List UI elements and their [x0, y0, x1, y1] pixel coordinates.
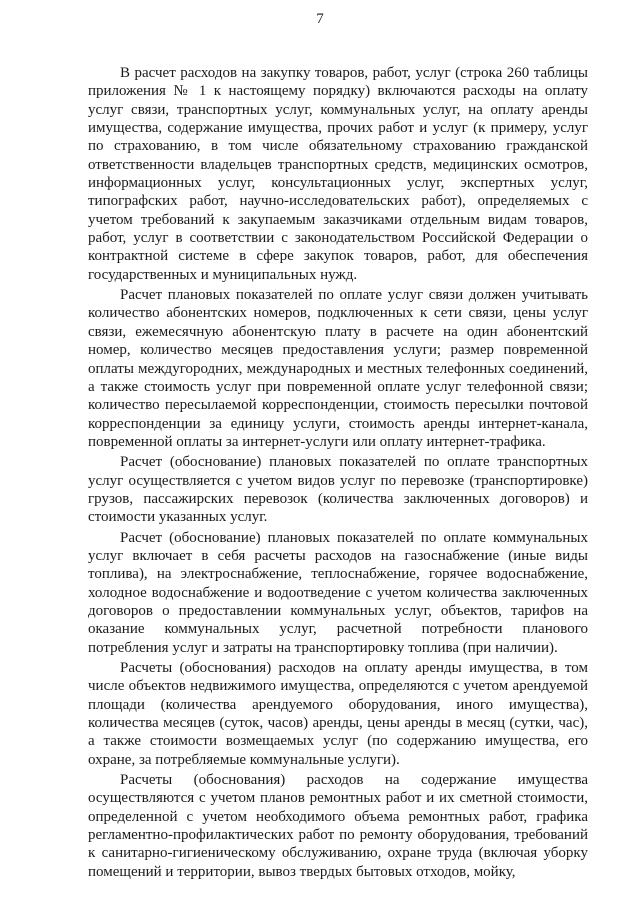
paragraph-communication-services: Расчет плановых показателей по оплате услуг связи должен учитывать количество абонентских номеров, подключенных к сети связи, цены услуг связи, ежемесячную абонентскую плату в расчете на один абонентский номер, количество месяцев предоставления услуги; размер повременной оплаты междугородних, международных и местных телефонных соединений, а также стоимость услуг при повременной оплате услуг телефонной связи; количество пересылаемой корреспонденции, стоимость пересылки почтовой корреспонденции за единицу услуги, стоимость аренды интернет-канала, повременной оплаты за интернет-услуги или оплату интернет-трафика. [88, 287, 588, 450]
paragraph-property-rent: Расчеты (обоснования) расходов на оплату аренды имущества, в том числе объектов недвижимого имущества, определяются с учетом арендуемой площади (количества арендуемого оборудования, иного имущества), количества месяцев (суток, часов) аренды, цены аренды в месяц (сутки, час), а также стоимости возмещаемых услуг (по содержанию имущества, его охране, за потребляемые коммунальные услуги). [88, 660, 588, 768]
document-body [88, 64, 588, 883]
page-number: 7 [316, 11, 324, 27]
paragraph-property-maintenance: Расчеты (обоснования) расходов на содержание имущества осуществляются с учетом планов ремонтных работ и их сметной стоимости, определенной с учетом необходимого объема ремонтных работ, графика регламентно-профилактических работ по ремонту оборудования, требований к санитарно-гигиеническому обслуживанию, охране труда (включая уборку помещений и территории, вывоз твердых бытовых отходов, мойку, [88, 772, 588, 880]
paragraph-transport-services: Расчет (обоснование) плановых показателей по оплате транспортных услуг осуществляется с учетом видов услуг по перевозке (транспортировке) грузов, пассажирских перевозок (количества заключенных договоров) и стоимости указанных услуг. [88, 454, 588, 526]
paragraph-utility-services: Расчет (обоснование) плановых показателей по оплате коммунальных услуг включает в себя расчеты расходов на газоснабжение (иные виды топлива), на электроснабжение, теплоснабжение, горячее водоснабжение, холодное водоснабжение и водоотведение с учетом количества заключенных договоров о предоставлении коммунальных услуг, объектов, тарифов на оказание коммунальных услуг, расчетной потребности планового потребления услуг и затраты на транспортировку топлива (при наличии). [88, 529, 588, 656]
paragraph-purchase-expenses: В расчет расходов на закупку товаров, работ, услуг (строка 260 таблицы приложения № 1 к настоящему порядку) включаются расходы на оплату услуг связи, транспортных услуг, коммунальных услуг, на оплату аренды имущества, содержание имущества, прочих работ и услуг (к примеру, услуг по страхованию, в том числе обязательному страхованию гражданской ответственности владельцев транспортных средств, медицинских осмотров, информационных услуг, консультационных услуг, экспертных услуг, типографских работ, научно-исследовательских работ), определяемых с учетом требований к закупаемым заказчиками отдельным видам товаров, работ, услуг в соответствии с законодательством Российской Федерации о контрактной системе в сфере закупок товаров, работ, для обеспечения государственных и муниципальных нужд. [88, 65, 588, 283]
